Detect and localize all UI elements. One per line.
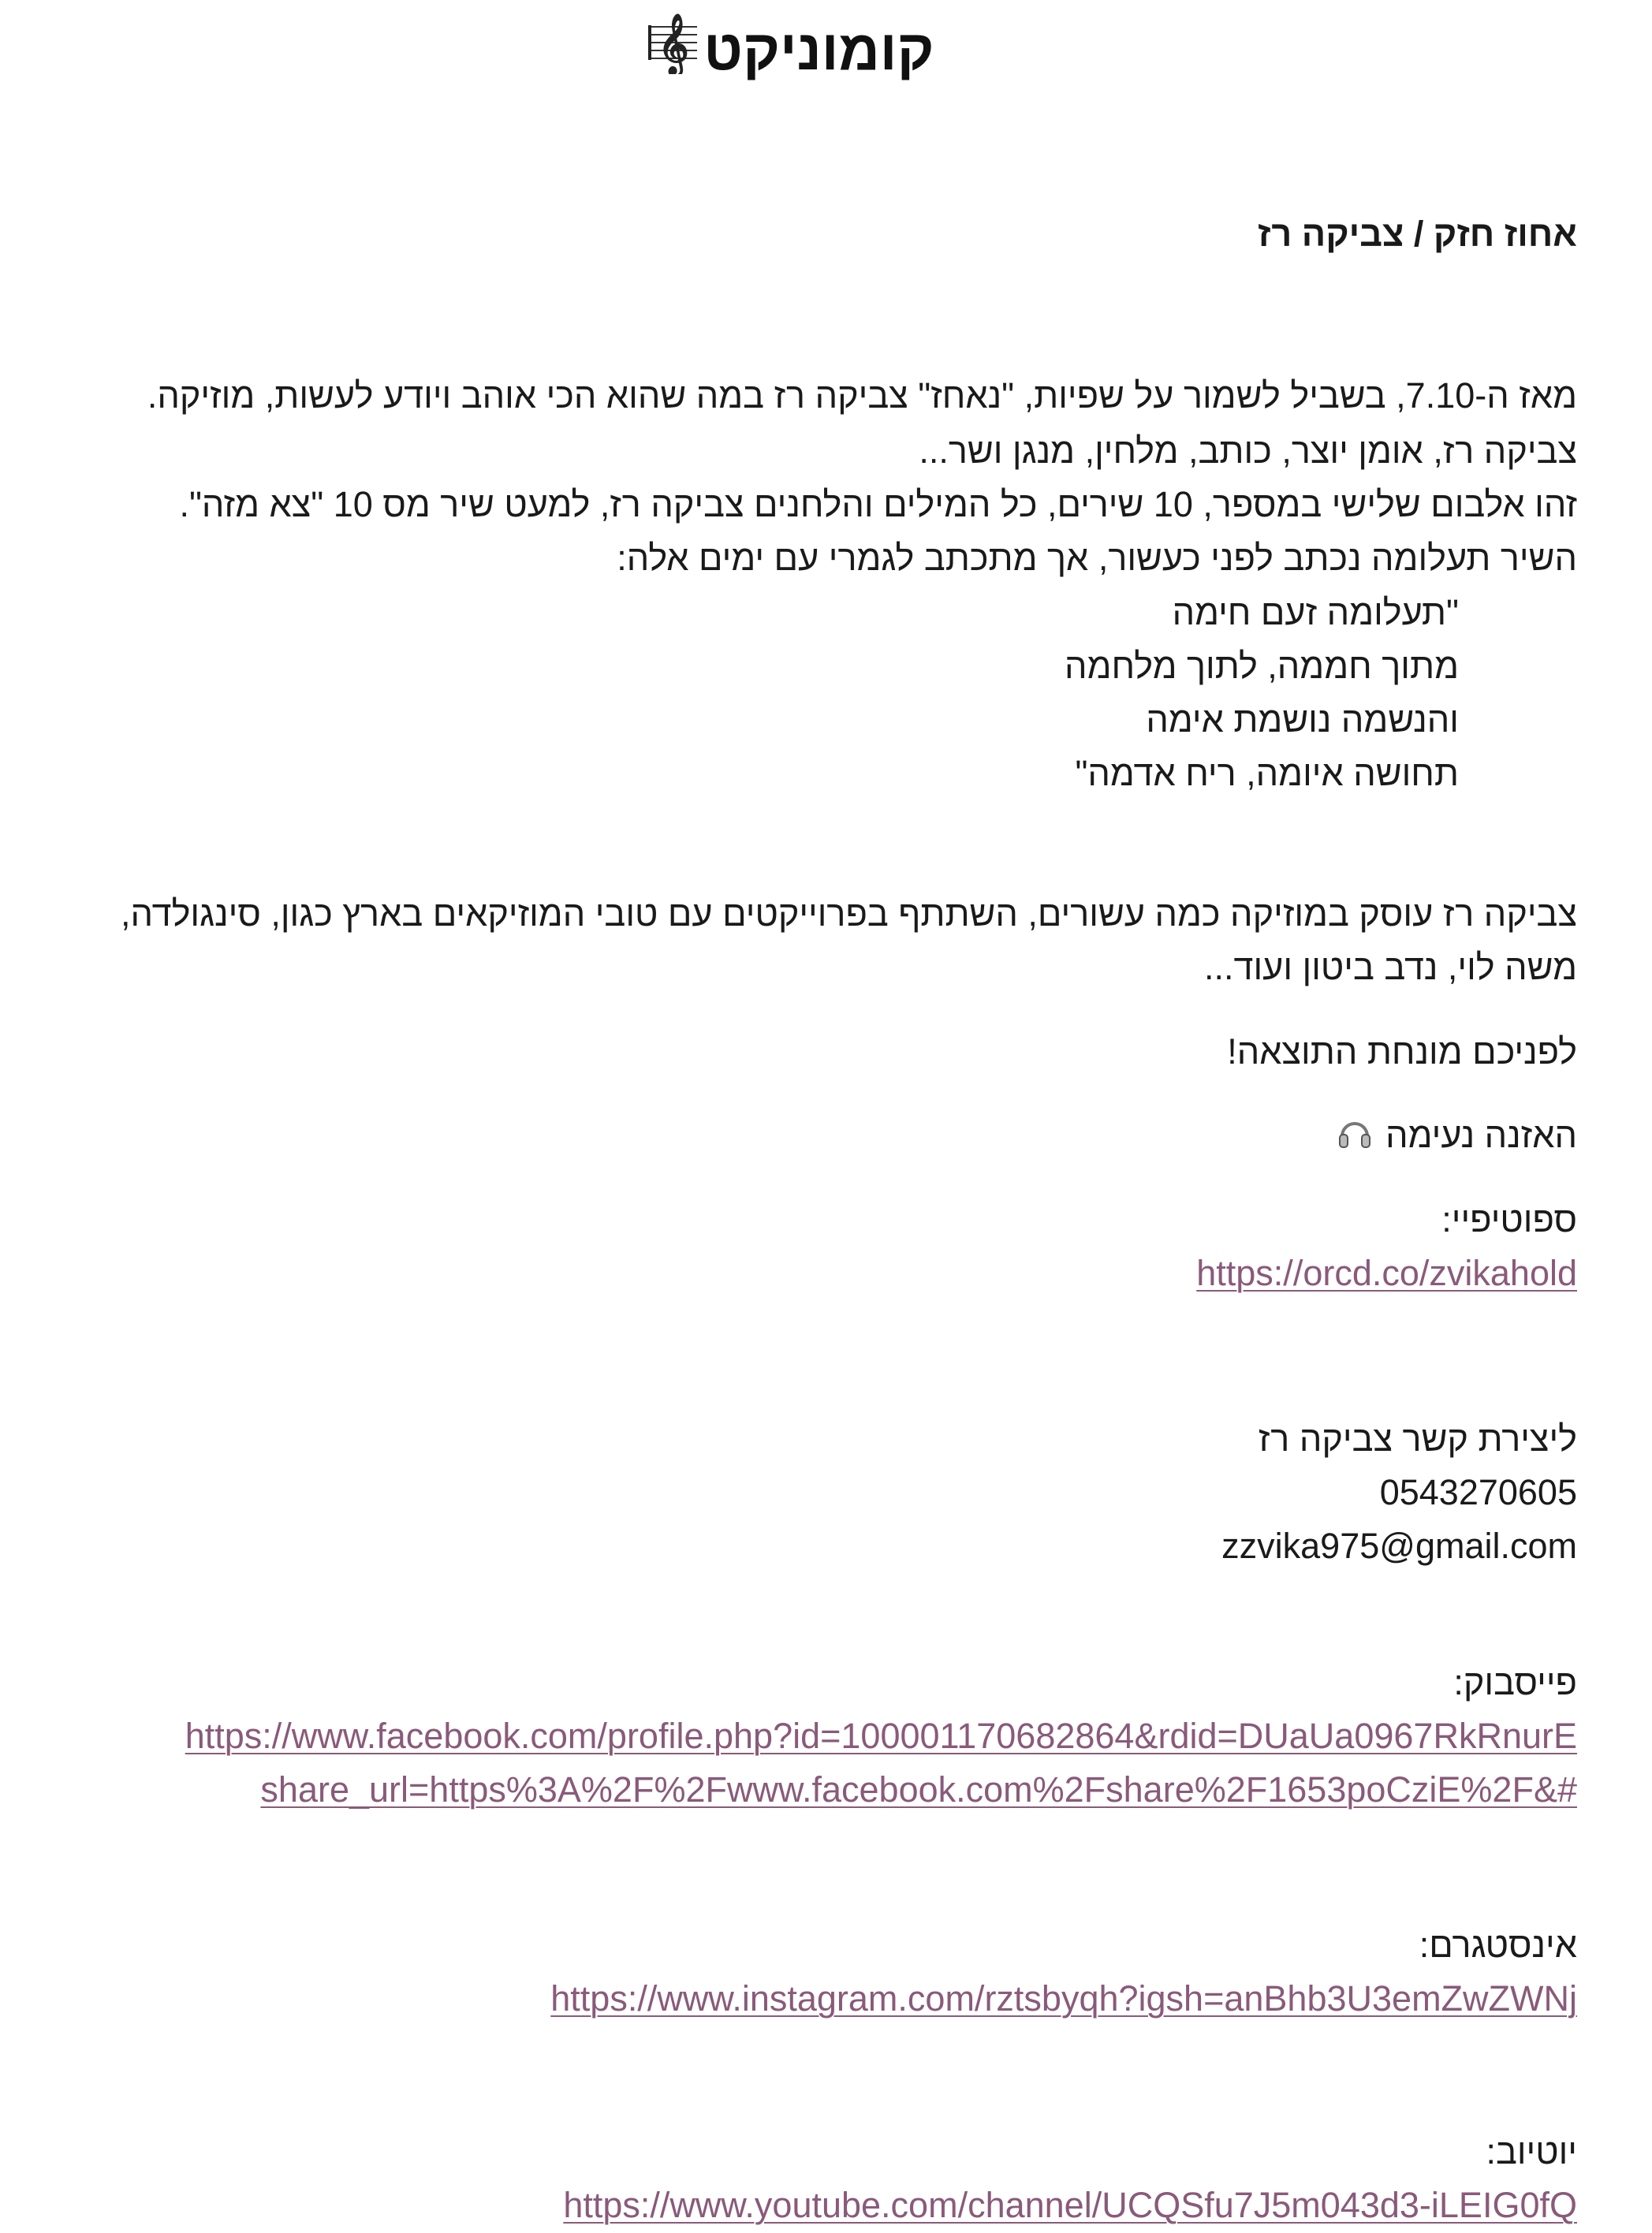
youtube-link-line: [563, 2184, 1577, 2227]
spotify-link-line: [1196, 1252, 1577, 1295]
facebook-link-part-2[interactable]: #&share_url=https%3A%2F%2Fwww.facebook.com%2Fshare%2F1653poCziE%2F: [260, 1769, 1577, 1810]
result-line: לפניכם מונחת התוצאה!: [1227, 1031, 1577, 1072]
listen-line: [1337, 1114, 1577, 1160]
instagram-link-line: [550, 1978, 1577, 2020]
instagram-label: אינסטגרם:: [1419, 1925, 1577, 1965]
title-row: [0, 11, 1652, 89]
facebook-link-line-2: [260, 1769, 1577, 1811]
contact-phone: 0543270605: [1379, 1472, 1577, 1512]
headphones-icon: [1337, 1114, 1373, 1160]
intro-line-3: זהו אלבום שלישי במספר, 10 שירים, כל המילים והלחנים צביקה רז, למעט שיר מס 10 "צא מזה".: [179, 484, 1577, 524]
svg-text:𝄞: 𝄞: [658, 13, 689, 74]
spotify-label: ספוטיפיי:: [1441, 1199, 1577, 1240]
intro-line-4: השיר תעלומה נכתב לפני כעשור, אך מתכתב לגמרי עם ימים אלה:: [617, 538, 1577, 578]
listen-text: האזנה נעימה: [1385, 1115, 1577, 1155]
facebook-link-part-1[interactable]: https://www.facebook.com/profile.php?id=100001170682864&rdid=DUaUa0967RkRnurE: [185, 1716, 1577, 1756]
quote-line-3: והנשמה נושמת אימה: [1146, 699, 1459, 740]
spotify-link[interactable]: https://orcd.co/zvikahold: [1196, 1253, 1577, 1293]
facebook-link-line-1: [185, 1715, 1577, 1758]
quote-line-1: "תעלומה זעם חימה: [1172, 592, 1459, 632]
bio-line-1: צביקה רז עוסק במוזיקה כמה עשורים, השתתף בפרוייקטים עם טובי המוזיקאים בארץ כגון, סינגולדה,: [120, 893, 1577, 934]
quote-line-4: תחושה איומה, ריח אדמה": [1075, 753, 1459, 793]
youtube-link[interactable]: https://www.youtube.com/channel/UCQSfu7J5m043d3-iLEIG0fQ: [563, 2185, 1577, 2225]
page-title: [647, 11, 934, 89]
quote-line-2: מתוך חממה, לתוך מלחמה: [1065, 646, 1459, 686]
contact-label: ליצירת קשר צביקה רז: [1258, 1418, 1577, 1459]
page-title-text: קומוניקט: [703, 18, 934, 82]
intro-line-2: צביקה רז, אומן יוצר, כותב, מלחין, מנגן ושר...: [919, 431, 1577, 471]
article-headline: אחוז חזק / צביקה רז: [1258, 214, 1577, 254]
treble-clef-icon: [647, 11, 699, 89]
intro-line-1: מאז ה-7.10, בשביל לשמור על שפיות, "נאחז" צביקה רז במה שהוא הכי אוהב ויודע לעשות, מוזיקה.: [147, 375, 1577, 416]
bio-line-2: משה לוי, נדב ביטון ועוד...: [1204, 947, 1577, 987]
facebook-label: פייסבוק:: [1453, 1662, 1577, 1702]
instagram-link[interactable]: https://www.instagram.com/rztsbyqh?igsh=anBhb3U3emZwZWNj: [550, 1978, 1577, 2019]
contact-email: zzvika975@gmail.com: [1221, 1526, 1577, 1566]
youtube-label: יוטיוב:: [1486, 2131, 1577, 2171]
